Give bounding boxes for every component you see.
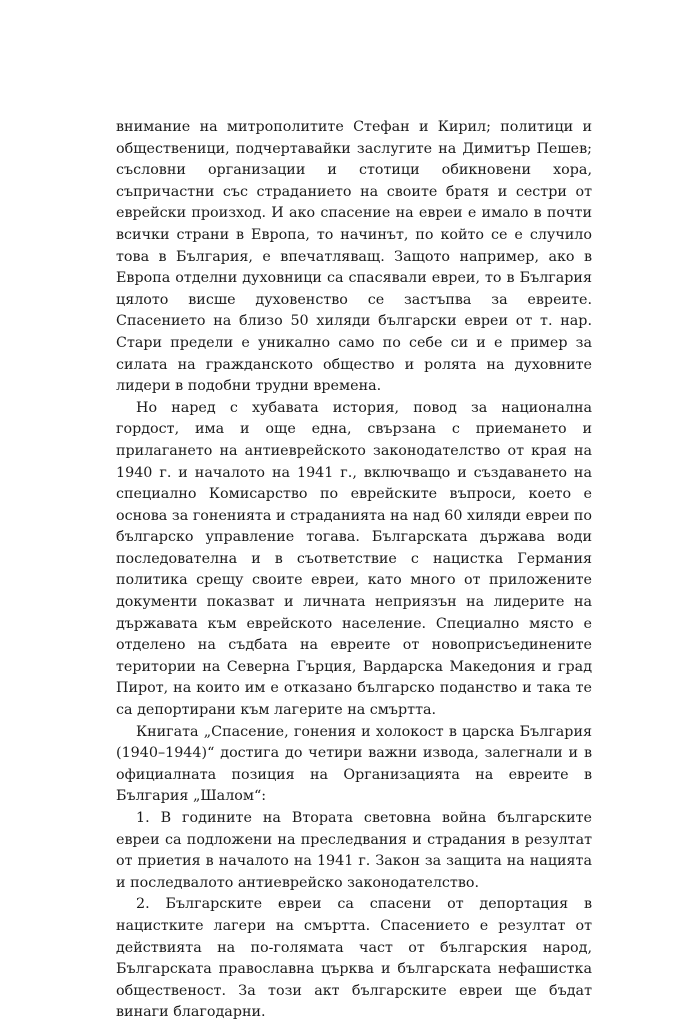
- list-item-2: 2. Българските евреи са спасени от депортация в нацистките лагери на смъртта. Спасението е резултат от действията на по-голямата част от българския народ, Българската православна църква и българската нефашистка общественост. За този акт българските евреи ще бъдат винаги благодарни.: [116, 896, 592, 1021]
- paragraph-1: внимание на митрополитите Стефан и Кирил; политици и общественици, подчертавайки заслугите на Димитър Пешев; съсловни организации и стотици обикновени хора, съпричастни със страданието на своите братя и сестри от еврейски произход. И ако спасение на евреи е имало в почти всички страни в Европа, то начинът, по който се е случило това в България, е впечатляващ. Защото например, ако в Европа отделни духовници са спасявали евреи, то в България цялото висше духовенство се застъпва за евреите. Спасението на близо 50 хиляди български евреи от т. нар. Стари предели е уникално само по себе си и е пример за силата на гражданското общество и ролята на духовните лидери в подобни трудни времена.: [116, 119, 592, 395]
- paragraph-3: Книгата „Спасение, гонения и холокост в царска България (1940–1944)“ достига до четири важни извода, залегнали и в официалната позиция на Организацията на евреите в България „Шалом“:: [116, 723, 592, 805]
- document-page: [116, 117, 592, 1024]
- list-item-1: 1. В годините на Втората световна война българските евреи са подложени на преследвания и страдания в резултат от приетия в началото на 1941 г. Закон за защита на нацията и последвалото антиеврейско законодателство.: [116, 810, 592, 891]
- paragraph-2: Но наред с хубавата история, повод за национална гордост, има и още една, свързана с приемането и прилагането на антиеврейското законодателство от края на 1940 г. и началото на 1941 г., включващо и създаването на специално Комисарство по еврейските въпроси, което е основа за гоненията и страданията на над 60 хиляди евреи по българско управление тогава. Българската държава води последователна и в съответствие с нацистка Германия политика срещу своите евреи, като много от приложените документи показват и личната неприязън на лидерите на държавата към еврейското население. Специално място е отделено на съдбата на евреите от новоприсъединените територии на Северна Гърция, Вардарска Македония и град Пирот, на които им е отказано българско поданство и така те са депортирани към лагерите на смъртта.: [116, 399, 592, 719]
